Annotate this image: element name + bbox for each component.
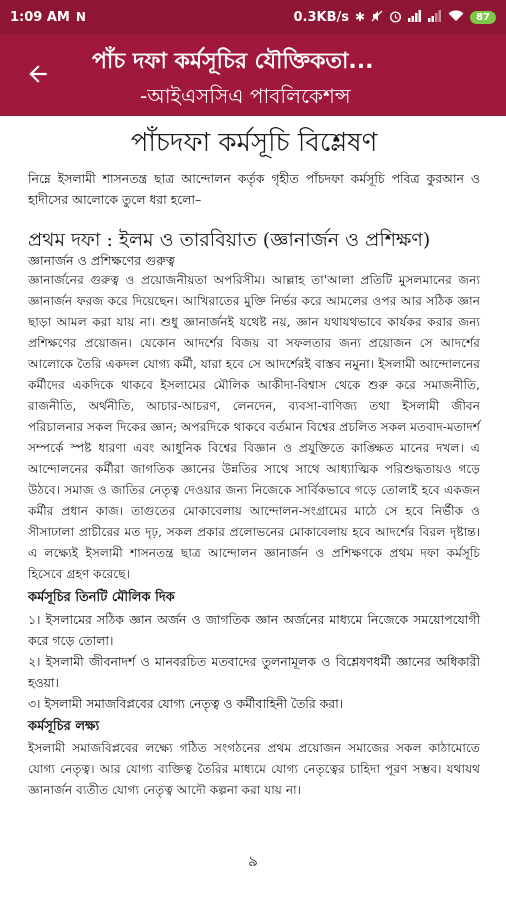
sub-heading: জ্ঞানার্জন ও প্রশিক্ষণের গুরুত্ব xyxy=(28,253,175,268)
battery-indicator: 87 xyxy=(470,11,496,24)
app-title: পাঁচ দফা কর্মসূচির যৌক্তিকতা... xyxy=(92,49,374,74)
arrow-left-icon xyxy=(25,61,51,91)
status-left xyxy=(10,10,86,25)
document-page[interactable] xyxy=(0,116,506,900)
app-bar xyxy=(0,34,506,116)
intro-paragraph: নিম্নে ইসলামী শাসনতন্ত্র ছাত্র আন্দোলন কর্তৃক গৃহীত পাঁচদফা কর্মসূচি পবিত্র কুরআন ও হাদীসের আলোকে তুলে ধরা হলো– xyxy=(28,171,480,207)
signal-icon xyxy=(408,10,422,24)
list-item: ৩। ইসলামী সমাজবিপ্লবের যোগ্য নেতৃত্ব ও কর্মীবাহিনী তৈরি করা। xyxy=(28,696,344,711)
list-item: ১। ইসলামের সঠিক জ্ঞান অর্জন ও জাগতিক জ্ঞান অর্জনের মাধ্যমে নিজেকে সময়োপযোগী করে গড়ে তোলা। xyxy=(28,612,480,648)
status-time: 1:09 AM xyxy=(10,9,70,25)
status-right xyxy=(294,10,496,25)
goal-paragraph: ইসলামী সমাজবিপ্লবের লক্ষ্যে গঠিত সংগঠনের প্রথম প্রয়োজন সমাজের সকল কাঠামোতে যোগ্য নেতৃত্ব। আর যোগ্য ব্যক্তিত্ব তৈরির মাধ্যমে যোগ্য নেতৃত্বের চাহিদা পূরণ সম্ভব। যথাযথ জ্ঞানার্জন ব্যতীত যোগ্য নেতৃত্ব আদৌ কল্পনা করা যায় না। xyxy=(28,741,480,797)
goal-heading: কর্মসূচির লক্ষ্য xyxy=(28,719,100,734)
mute-icon xyxy=(371,10,383,24)
wifi-icon xyxy=(448,10,464,24)
section-heading: প্রথম দফা : ইলম ও তারবিয়াত (জ্ঞানার্জন ও প্রশিক্ষণ) xyxy=(28,229,431,251)
notification-app-icon: N xyxy=(75,10,86,24)
page-number: ৯ xyxy=(248,852,258,870)
document-title: পাঁচদফা কর্মসূচি বিশ্লেষণ xyxy=(130,128,378,158)
signal-icon xyxy=(428,10,442,24)
list-item: ২। ইসলামী জীবনাদর্শ ও মানবরচিত মতবাদের তুলনামূলক ও বিশ্লেষণধর্মী জ্ঞানের অধিকারী হওয়া। xyxy=(28,654,480,690)
back-button[interactable] xyxy=(18,56,58,96)
network-speed: 0.3KB/s xyxy=(293,9,350,25)
alarm-icon xyxy=(389,10,402,25)
status-bar xyxy=(0,0,506,34)
bluetooth-icon: ✱ xyxy=(355,10,366,24)
body-paragraph: জ্ঞানার্জনের গুরুত্ব ও প্রয়োজনীয়তা অপরিসীম। আল্লাহ তা'আলা প্রতিটি মুসলমানের জন্য জ্ঞানার্জন ফরজ করে দিয়েছেন। আখিরাতের মুক্তি নির্ভর করে আমলের ওপর আর সঠিক জ্ঞান ছাড়া আমল করা যায় না। শুধু জ্ঞানার্জনই যথেষ্ট নয়, জ্ঞান যথাযথভাবে কার্যকর করার জন্য প্রশিক্ষণের প্রয়োজন। যেকোন আদর্শের বিজয় বা সফলতার জন্য প্রয়োজন সে আদর্শের আলোকে তৈরি একদল যোগ্য কর্মী, যারা হবে সে আদর্শেরই বাস্তব নমুনা। ইসলামী আন্দোলনের কর্মীদের একদিকে থাকবে ইসলামের মৌলিক আকীদা-বিশ্বাস থেকে শুরু করে সমাজনীতি, রাজনীতি, অর্থনীতি, আচার-আচরণ, লেনদেন, ব্যবসা-বাণিজ্য তথা ইসলামী জীবন পরিচালনার সকল দিকের জ্ঞান; অপরদিকে থাকবে বর্তমান বিশ্বের প্রচলিত সকল মতবাদ-মতাদর্শ সম্পর্কে স্পষ্ট ধারণা এবং আধুনিক বিশ্বের বিজ্ঞান ও প্রযুক্তিতে কাঙ্ক্ষিত মানের দখল। এ আন্দোলনের কর্মীরা জাগতিক জ্ঞানের উন্নতির সাথে সাথে আধ্যাত্মিক পরিশুদ্ধতায়ও গড়ে উঠবে। সমাজ ও জাতির নেতৃত্ব দেওয়ার জন্য নিজেকে সার্বিকভাবে গড়ে তোলাই হবে একজন কর্মীর প্রধান কাজ। তাগুতের মোকাবেলায় আন্দোলন-সংগ্রামের মাঠে সে হবে নির্ভীক ও সীসাঢালা প্রাচীরের মত দৃঢ়, সকল প্রকার প্রলোভনের মোকাবেলায় হবে আদর্শের বিরল দৃষ্টান্ত। এ লক্ষ্যেই ইসলামী শাসনতন্ত্র ছাত্র আন্দোলন জ্ঞানার্জন ও প্রশিক্ষণকে প্রথম দফা কর্মসূচি হিসেবে গ্রহণ করেছে। xyxy=(28,273,480,581)
app-subtitle: -আইএসসিএ পাবলিকেশন্স xyxy=(140,84,351,108)
fundamentals-heading: কর্মসূচির তিনটি মৌলিক দিক xyxy=(28,590,175,605)
